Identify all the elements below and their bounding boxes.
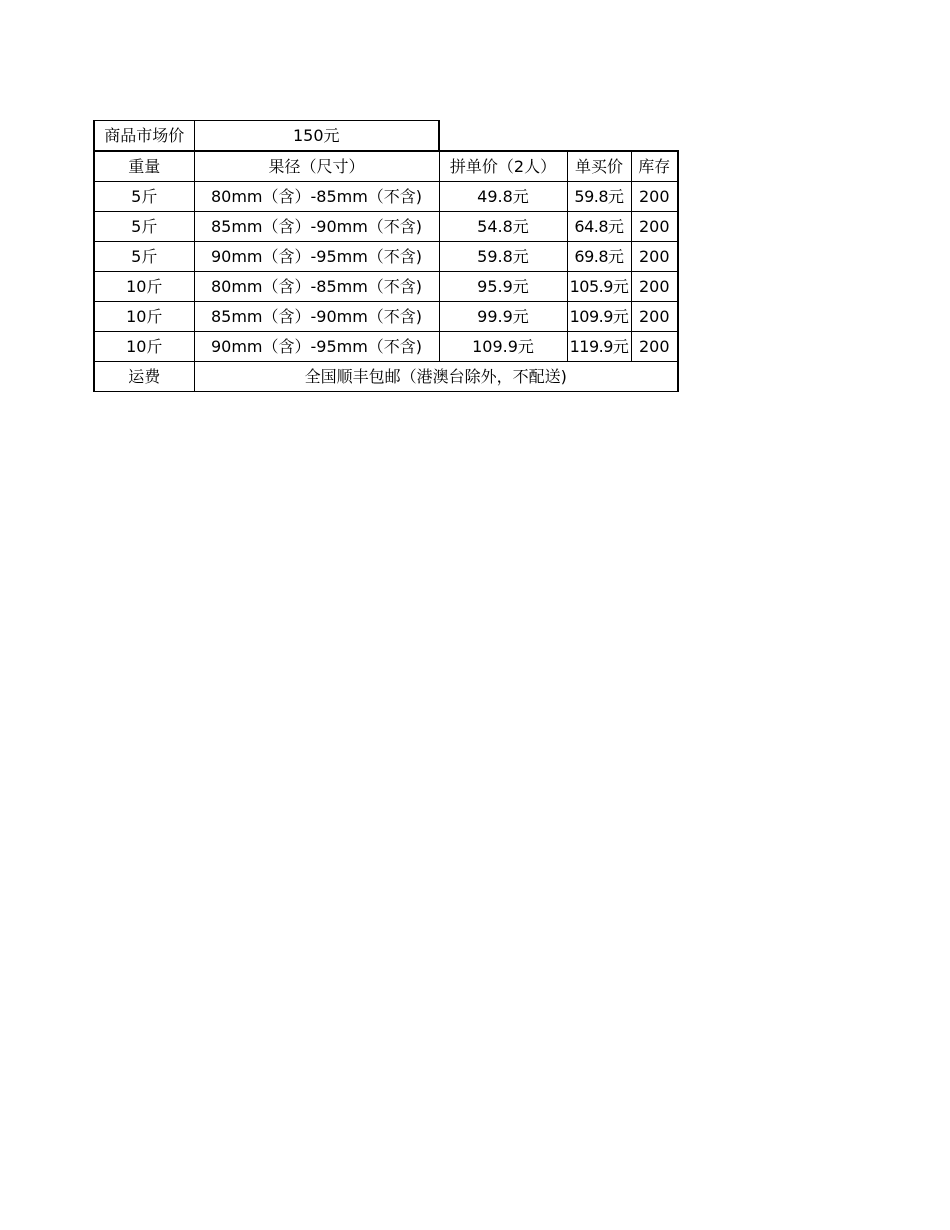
group-price-cell: 54.8元: [439, 212, 567, 242]
empty-cell: [567, 121, 631, 152]
single-price-cell: 119.9元: [567, 332, 631, 362]
weight-cell: 10斤: [94, 272, 194, 302]
weight-cell: 5斤: [94, 242, 194, 272]
group-price-cell: 99.9元: [439, 302, 567, 332]
market-price-value: 150元: [194, 121, 439, 152]
single-price-cell: 105.9元: [567, 272, 631, 302]
size-cell: 90mm（含）-95mm（不含): [194, 242, 439, 272]
table-row: [94, 212, 678, 242]
stock-cell: 200: [631, 182, 678, 212]
stock-cell: 200: [631, 212, 678, 242]
group-price-cell: 49.8元: [439, 182, 567, 212]
header-group-price: 拼单价（2人）: [439, 151, 567, 182]
shipping-value: 全国顺丰包邮（港澳台除外，不配送): [194, 362, 678, 392]
single-price-cell: 69.8元: [567, 242, 631, 272]
table-row: [94, 242, 678, 272]
size-cell: 80mm（含）-85mm（不含): [194, 272, 439, 302]
market-price-row: [94, 121, 678, 152]
weight-cell: 10斤: [94, 332, 194, 362]
group-price-cell: 95.9元: [439, 272, 567, 302]
group-price-cell: 109.9元: [439, 332, 567, 362]
table-row: [94, 332, 678, 362]
group-price-cell: 59.8元: [439, 242, 567, 272]
size-cell: 85mm（含）-90mm（不含): [194, 212, 439, 242]
header-size: 果径（尺寸）: [194, 151, 439, 182]
shipping-row: [94, 362, 678, 392]
weight-cell: 10斤: [94, 302, 194, 332]
shipping-label: 运费: [94, 362, 194, 392]
header-single-price: 单买价: [567, 151, 631, 182]
table-row: [94, 182, 678, 212]
spreadsheet-area: [93, 120, 679, 392]
header-weight: 重量: [94, 151, 194, 182]
stock-cell: 200: [631, 242, 678, 272]
size-cell: 85mm（含）-90mm（不含): [194, 302, 439, 332]
stock-cell: 200: [631, 302, 678, 332]
table-row: [94, 302, 678, 332]
header-stock: 库存: [631, 151, 678, 182]
size-cell: 90mm（含）-95mm（不含): [194, 332, 439, 362]
price-table: [93, 120, 679, 392]
single-price-cell: 109.9元: [567, 302, 631, 332]
weight-cell: 5斤: [94, 212, 194, 242]
single-price-cell: 64.8元: [567, 212, 631, 242]
stock-cell: 200: [631, 272, 678, 302]
single-price-cell: 59.8元: [567, 182, 631, 212]
header-row: [94, 151, 678, 182]
stock-cell: 200: [631, 332, 678, 362]
size-cell: 80mm（含）-85mm（不含): [194, 182, 439, 212]
empty-cell: [439, 121, 567, 152]
table-row: [94, 272, 678, 302]
weight-cell: 5斤: [94, 182, 194, 212]
empty-cell: [631, 121, 678, 152]
market-price-label: 商品市场价: [94, 121, 194, 152]
